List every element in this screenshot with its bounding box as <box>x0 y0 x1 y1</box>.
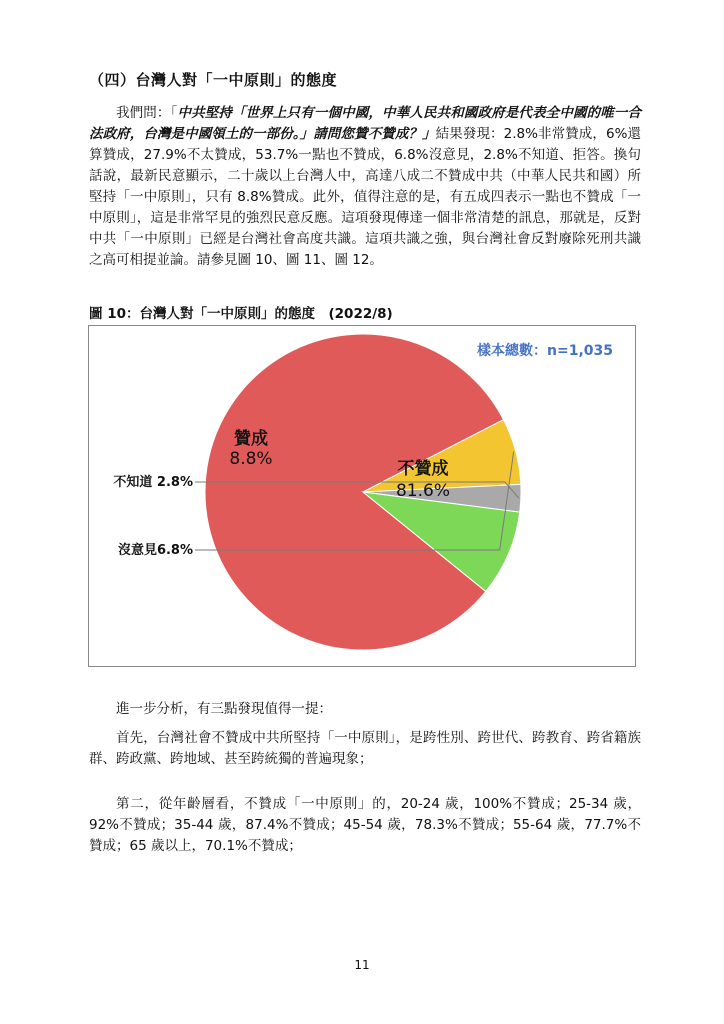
paragraph-intro-findings: 進一步分析，有三點發現值得一提： <box>116 701 332 717</box>
figure-title: 圖 10：台灣人對「一中原則」的態度 (2022/8) <box>89 306 393 322</box>
paragraph-first-finding: 首先，台灣社會不贊成中共所堅持「一中原則」，是跨性別、跨世代、跨教育、跨省籍族群、跨政黨、跨地域、甚至跨統獨的普遍現象； <box>89 730 641 767</box>
paragraph-survey-result <box>89 103 641 271</box>
sample-size-label: 樣本總數：n=1,035 <box>477 343 613 359</box>
page-number: 11 <box>354 958 370 972</box>
slice-category-label: 不贊成 <box>397 459 449 479</box>
pie-chart <box>89 326 635 666</box>
pie-chart-frame <box>88 325 636 667</box>
slice-category-label: 贊成 <box>234 429 268 449</box>
slice-value-label: 81.6% <box>395 481 451 501</box>
survey-question: 中共堅持「世界上只有一個中國，中華人民共和國政府是代表全中國的唯一合法政府，台灣是中國領土的一部份。」請問您贊不贊成？」 <box>89 105 642 142</box>
question-lead: 我們問：「 <box>116 105 178 121</box>
section-heading: （四）台灣人對「一中原則」的態度 <box>89 71 338 89</box>
slice-value-label: 8.8% <box>229 449 273 469</box>
slice-outside-label: 不知道 2.8% <box>113 475 193 490</box>
slice-outside-label: 沒意見6.8% <box>117 543 193 558</box>
result-text: 結果發現：2.8%非常贊成，6%還算贊成，27.9%不太贊成，53.7%一點也不贊成，6.8%沒意見，2.8%不知道、拒答。換句話說，最新民意顯示，二十歲以上台灣人中，高達八成二不贊成中共（中華人民共和國）所堅持「一中原則」，只有 8.8%贊成。此外，值得注意的是，有五成四表示一點也不贊成「一中原則」，這是非常罕見的強烈民意反應。這項發現傳達一個非常清楚的訊息，那就是，反對中共「一中原則」已經是台灣社會高度共識。這項共識之強，與台灣社會反對廢除死刑共識之高可相提並論。請參見圖 10、圖 11、圖 12。 <box>89 126 642 268</box>
paragraph-second-finding: 第二，從年齡層看，不贊成「一中原則」的，20-24 歲，100%不贊成；25-34 歲，92%不贊成；35-44 歲，87.4%不贊成；45-54 歲，78.3%不贊成；55-64 歲，77.7%不贊成；65 歲以上，70.1%不贊成； <box>89 796 641 854</box>
